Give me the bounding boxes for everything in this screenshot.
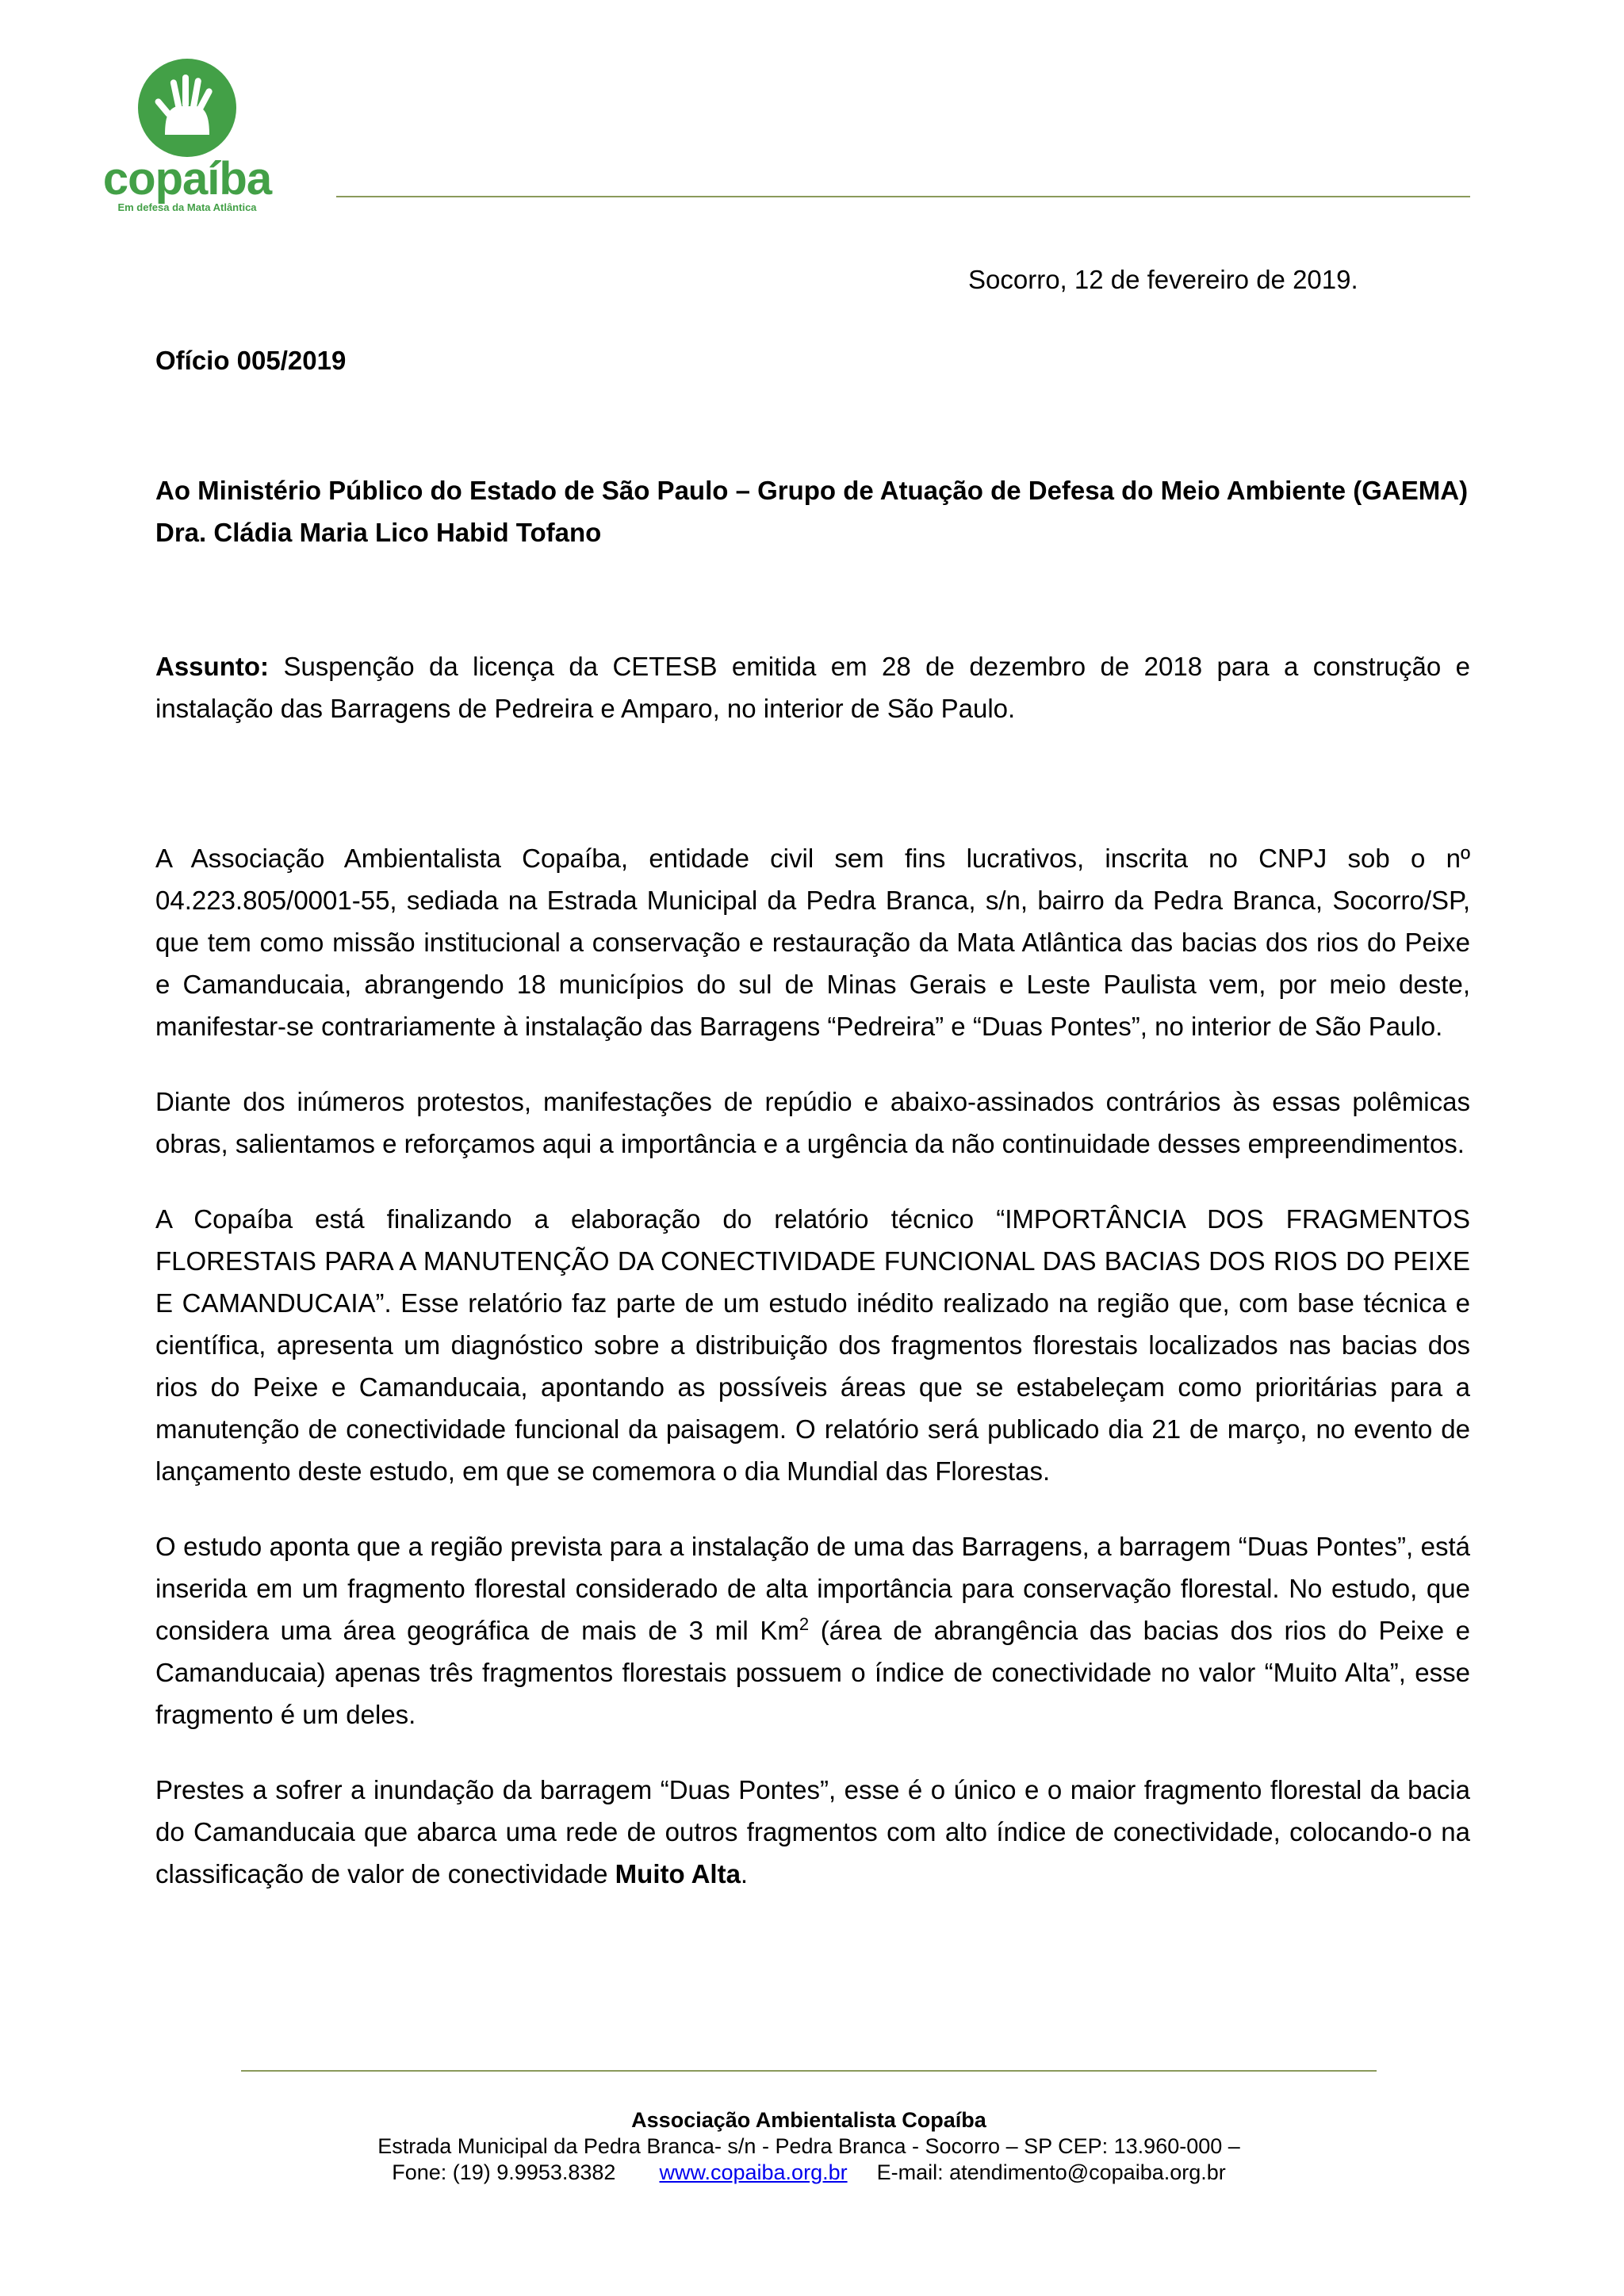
header-divider	[336, 196, 1470, 197]
recipient-institution: Ao Ministério Público do Estado de São Paulo – Grupo de Atuação de Defesa do Meio Ambiente (GAEMA)	[155, 476, 1469, 505]
hand-circle-icon	[138, 59, 236, 157]
body-paragraph-3: A Copaíba está finalizando a elaboração do relatório técnico “IMPORTÂNCIA DOS FRAGMENTOS FLORESTAIS PARA A MANUTENÇÃO DA CONECTIVIDADE FUNCIONAL DAS BACIAS DOS RIOS DO PEIXE E CAMANDUCAIA”. Esse relatório faz parte de um estudo inédito realizado na região que, com base técnica e científica, apresenta um diagnóstico sobre a distribuição dos fragmentos florestais localizados nas bacias dos rios do Peixe e Camanducaia, apontando as possíveis áreas que se estabeleçam como prioritárias para a manutenção de conectividade funcional da paisagem. O relatório será publicado dia 21 de março, no evento de lançamento deste estudo, em que se comemora o dia Mundial das Florestas.	[155, 1204, 1470, 1486]
website-link[interactable]: www.copaiba.org.br	[659, 2160, 848, 2184]
body-paragraph-4	[155, 1525, 1470, 1735]
body-paragraph-5	[155, 1769, 1470, 1895]
letter-date: Socorro, 12 de fevereiro de 2019.	[968, 265, 1358, 294]
recipient-name: Dra. Cládia Maria Lico Habid Tofano	[155, 518, 602, 547]
body-paragraph-5-end: .	[740, 1859, 749, 1888]
recipient-block	[155, 469, 1470, 553]
footer-email: E-mail: atendimento@copaiba.org.br	[876, 2160, 1226, 2184]
brand-tagline: Em defesa da Mata Atlântica	[117, 201, 257, 213]
letter-body	[155, 837, 1470, 1895]
subject-paragraph	[155, 645, 1470, 729]
copaiba-logo	[100, 59, 274, 214]
footer-org-name: Associação Ambientalista Copaíba	[631, 2108, 986, 2132]
brand-name: copaíba	[102, 153, 272, 205]
subject-label: Assunto:	[155, 652, 269, 681]
subject-text: Suspenção da licença da CETESB emitida em 28 de dezembro de 2018 para a construção e instalação das Barragens de Pedreira e Amparo, no interior de São Paulo.	[155, 652, 1470, 723]
footer-contact	[241, 2160, 1377, 2186]
footer-divider	[241, 2070, 1377, 2072]
body-paragraph-2: Diante dos inúmeros protestos, manifestações de repúdio e abaixo-assinados contrários às essas polêmicas obras, salientamos e reforçamos aqui a importância e a urgência da não continuidade desses empreendimentos.	[155, 1087, 1470, 1158]
oficio-number: Ofício 005/2019	[155, 346, 347, 375]
body-paragraph-4-text-cont: (área de abrangência das bacias dos rios do Peixe e Camanducaia) apenas três fragmentos florestais possuem o índice de conectividade no valor “Muito Alta”, esse fragmento é um deles.	[155, 1616, 1470, 1729]
body-paragraph-5-text: Prestes a sofrer a inundação da barragem “Duas Pontes”, esse é o único e o maior fragmento florestal da bacia do Camanducaia que abarca uma rede de outros fragmentos com alto índice de conectividade, colocando-o na classificação de valor de conectividade	[155, 1775, 1470, 1888]
footer-address: Estrada Municipal da Pedra Branca- s/n - Pedra Branca - Socorro – SP CEP: 13.960-000 –	[377, 2134, 1240, 2158]
emphasis-muito-alta: Muito Alta	[615, 1859, 741, 1888]
body-paragraph-1: A Associação Ambientalista Copaíba, entidade civil sem fins lucrativos, inscrita no CNPJ sob o nº 04.223.805/0001-55, sediada na Estrada Municipal da Pedra Branca, s/n, bairro da Pedra Branca, Socorro/SP, que tem como missão institucional a conservação e restauração da Mata Atlântica das bacias dos rios do Peixe e Camanducaia, abrangendo 18 municípios do sul de Minas Gerais e Leste Paulista vem, por meio deste, manifestar-se contrariamente à instalação das Barragens “Pedreira” e “Duas Pontes”, no interior de São Paulo.	[155, 844, 1470, 1041]
body-paragraph-4-text: O estudo aponta que a região prevista para a instalação de uma das Barragens, a barragem “Duas Pontes”, está inserida em um fragmento florestal considerado de alta importância para conservação florestal. No estudo, que considera uma área geográfica de mais de 3 mil Km	[155, 1532, 1470, 1645]
footer-phone: Fone: (19) 9.9953.8382	[392, 2160, 616, 2184]
footer	[241, 2107, 1377, 2186]
superscript-two: 2	[799, 1614, 810, 1634]
